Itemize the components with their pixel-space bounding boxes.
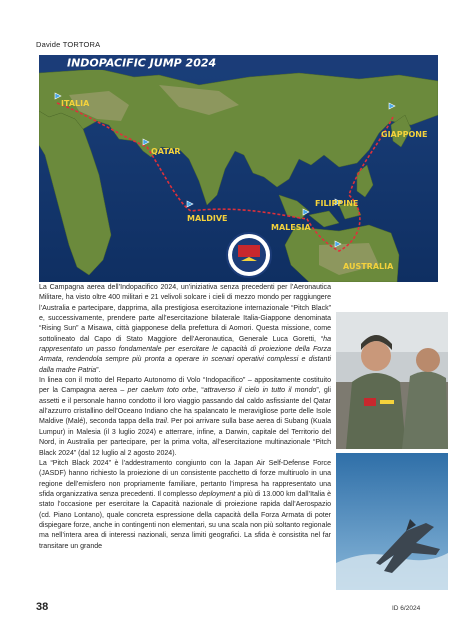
italic-text: ha rappresentato un passo fondamentale per esercitare le capacità di proiezione della Forza Armata, rendendola sempre più pronta a operare in scenari operativi complessi e distanti dalla madre Patria	[39, 335, 331, 374]
text-run: La “Pitch Black 2024” è l’addestramento congiunto con la Japan Air Self-Defense Force (JASDF) hanno richiesto la proiezione di un consistente pacchetto di forze multiruolo in una regione dell’emisfero non propriamente familiare, pertanto l’impresa ha rappresentato una sfida organizzativa senza precedenti. Il complesso	[39, 459, 331, 498]
text-run: ”.	[96, 366, 101, 374]
italic-text: trail	[155, 418, 167, 426]
map-label-australia: AUSTRALIA	[343, 262, 394, 271]
text-run: a più di 13.000 km dall’Italia è stato l’occasione per esercitare la Capacità nazionale di proiezione rapida dall’Aerospazio (cd. Piano Lontano), quale concreta espressione della capacità della Forza Armata di poter dispiegare forze, anche in contingenti non elementari, su una scala non più soltanto regionale ma nell’intera area di interessi nazionali, senza limiti geografici. La sfida è consistita nel far transitare un grande	[39, 490, 331, 550]
map-label-giappone: GIAPPONE	[381, 130, 428, 139]
text-run: In linea con il motto del Reparto Autonomo di Volo “Indopacifico” – appositamente costituito per la Campagna aerea –	[39, 377, 331, 395]
page-number: 38	[36, 601, 49, 613]
map-label-maldive: MALDIVE	[187, 214, 228, 223]
italic-text: attraverso il cielo in tutto il mondo	[203, 387, 317, 395]
text-run: ”, gli assetti e il personale hanno condotto il loro viaggio passando dal caldo asfissiante del Qatar all’azzurro cristallino dell’Oceano Indiano che ha spalancato le meravigliose porte delle Isole Maldive (Malé), seconda tappa della	[39, 387, 331, 426]
article-paragraph	[39, 376, 331, 459]
issue-label: ID 6/2024	[392, 605, 421, 612]
italic-text: deployment	[198, 490, 236, 498]
italic-text: per caelum toto orbe	[127, 387, 197, 395]
mission-emblem	[227, 233, 271, 277]
map-label-qatar: QATAR	[151, 147, 181, 156]
author-name: Davide TORTORA	[36, 40, 101, 49]
photo-aircraft	[336, 453, 448, 590]
article-paragraph	[39, 283, 331, 376]
text-run: , “	[196, 387, 204, 395]
text-run: La Campagna aerea dell’Indopacifico 2024, un’iniziativa senza precedenti per l’Aeronautica Militare, ha visto oltre 400 militari e 21 velivoli solcare i cieli di mezzo mondo per raggiungere l’Australia e partecipare, dapprima, alla prestigiosa esercitazione internazionale “Pitch Black” e, successivamente, prendere parte all’esercitazione bilaterale Italia-Giappone denominata “Rising Sun” a Misawa, città giapponese della prefettura di Aomori. Questa missione, come sottolineato dal Capo di Stato Maggiore dell’Aeronautica, Generale Luca Goretti, “	[39, 284, 331, 343]
route-map	[39, 55, 438, 282]
map-label-malesia: MALESIA	[271, 223, 311, 232]
photo-pilots	[336, 312, 448, 449]
article-paragraph	[39, 459, 331, 552]
text-run: . Per poi arrivare sulla base aerea di Subang (Kuala Lumpur) in Malesia (il 3 luglio 2024) e atterrare, infine, a Darwin, capitale del Territorio del Nord, in Australia per partecipare, per la prima volta, all’esercitazione multinazionale “Pitch Black 2024” (dal 12 luglio al 2 agosto 2024).	[39, 418, 331, 457]
map-label-filippine: FILIPPINE	[315, 199, 359, 208]
map-title: INDOPACIFIC JUMP 2024	[67, 56, 217, 70]
map-label-italia: ITALIA	[61, 99, 90, 108]
article-body	[39, 283, 331, 552]
